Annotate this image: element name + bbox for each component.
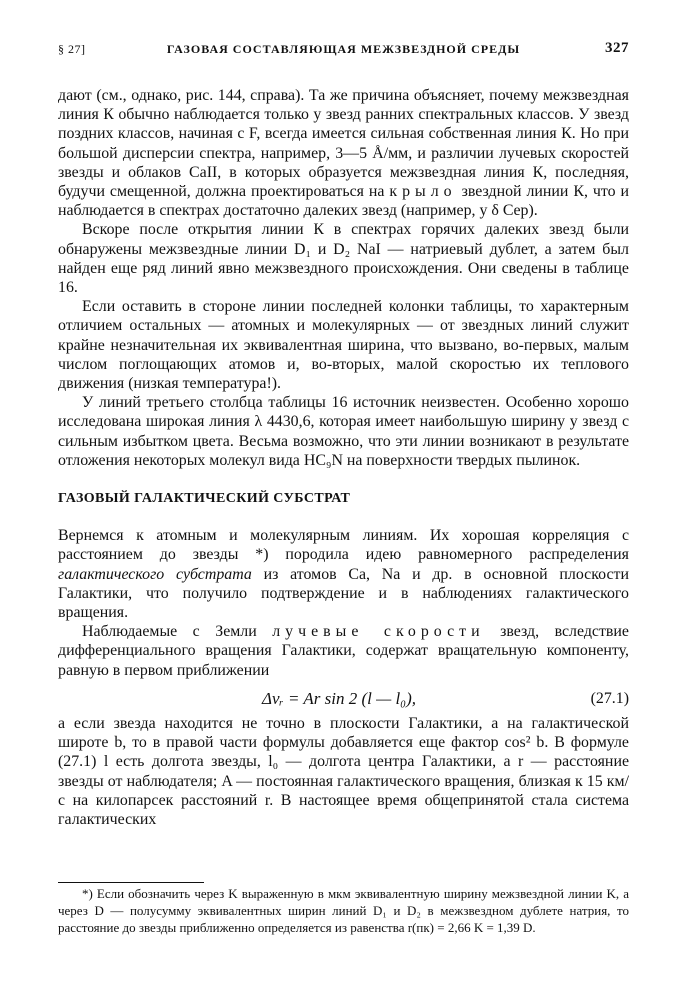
section-reference: § 27] bbox=[58, 42, 86, 56]
equation-number: (27.1) bbox=[590, 689, 629, 707]
section-heading: ГАЗОВЫЙ ГАЛАКТИЧЕСКИЙ СУБСТРАТ bbox=[58, 491, 351, 507]
running-title: ГАЗОВАЯ СОСТАВЛЯЮЩАЯ МЕЖЗВЕЗДНОЙ СРЕДЫ bbox=[166, 42, 521, 56]
equation-27-1 bbox=[58, 685, 629, 712]
footnote-rule bbox=[58, 882, 204, 883]
paragraph-3: Если оставить в стороне линии последней колонки таблицы, то характерным отличием остальных — атомных и молекулярных — от звездных линий служит крайне незначительная их эквивалентная ширина, что вызвано, во-первых, малым числом поглощающих атомов и, во-вторых, малой скоростью их теплового движения (низкая температура!). bbox=[58, 298, 629, 393]
footnote-text: *) Если обозначить через K выраженную в мкм эквивалентную ширину межзвездной линии K, а через D — полусумму эквивалентных ширин линий D₁ и D₂ в межзвездном дублете натрия, то расстояние до звезды приближенно определяется из равенства r(пк) = 2,66 K = 1,39 D. bbox=[58, 886, 629, 935]
paragraph-2: Вскоре после открытия линии К в спектрах горячих далеких звезд были обнаружены межзвездные линии D₁ и D₂ NaI — натриевый дублет, а затем был найден еще ряд линий явно межзвездного происхождения. Они сведены в таблице 16. bbox=[58, 221, 629, 297]
paragraph-7: а если звезда находится не точно в плоскости Галактики, а на галактической широте b, то в правой части формулы добавляется еще фактор cos² b. В формуле (27.1) l есть долгота звезды, l₀ — долгота центра Галактики, а r — расстояние звезды от наблюдателя; A — постоянная галактического вращения, близкая к 15 км/с на килопарсек расстояний r. В настоящее время общепринятой стала система галактических bbox=[58, 714, 629, 828]
equation-expression: Δvᵣ = Ar sin 2 (l — l₀), bbox=[262, 688, 417, 708]
spaced-word: крыло bbox=[389, 183, 457, 201]
italic-term: галактического субстрата bbox=[58, 565, 252, 583]
spaced-term: лучевые скорости bbox=[272, 623, 485, 641]
paragraph-6: Наблюдаемые с Земли лучевые скорости звезд, вследствие дифференциального вращения Галактики, содержат вращательную компоненту, равную в первом приближении bbox=[58, 623, 629, 679]
paragraph-4: У линий третьего столбца таблицы 16 источник неизвестен. Особенно хорошо исследована широкая линия λ 4430,6, которая имеет наибольшую ширину у звезд с сильным избытком цвета. Весьма возможно, что эти линии возникают в результате отложения некоторых молекул вида HC₉N на поверхности твердых пылинок. bbox=[58, 394, 629, 469]
paragraph-1: дают (см., однако, рис. 144, справа). Та же причина объясняет, почему межзвездная линия К обычно наблюдается только у звезд ранних спектральных классов. У звезд поздних классов, начиная с F, всегда имеется сильная собственная линия К. Но при большой дисперсии спектра, например, 3—5 Å/мм, и различии лучевых скоростей звезды и облаков CaII, в которых образуется межзвездная линия К, последняя, будучи смещенной, должна проектироваться на крыло звездной линии К, что и наблюдается в спектрах достаточно далеких звезд (например, у δ Cep). bbox=[58, 87, 629, 220]
footnote bbox=[58, 886, 629, 936]
page-body bbox=[58, 86, 629, 829]
page-number: 327 bbox=[605, 40, 629, 56]
running-header bbox=[58, 40, 629, 60]
paragraph-5: Вернемся к атомным и молекулярным линиям. Их хорошая корреляция с расстоянием до звезды *) породила идею равномерного распределения галактического субстрата из атомов Ca, Na и др. в основной плоскости Галактики, что получило подтверждение и в наблюдениях галактического вращения. bbox=[58, 527, 629, 622]
